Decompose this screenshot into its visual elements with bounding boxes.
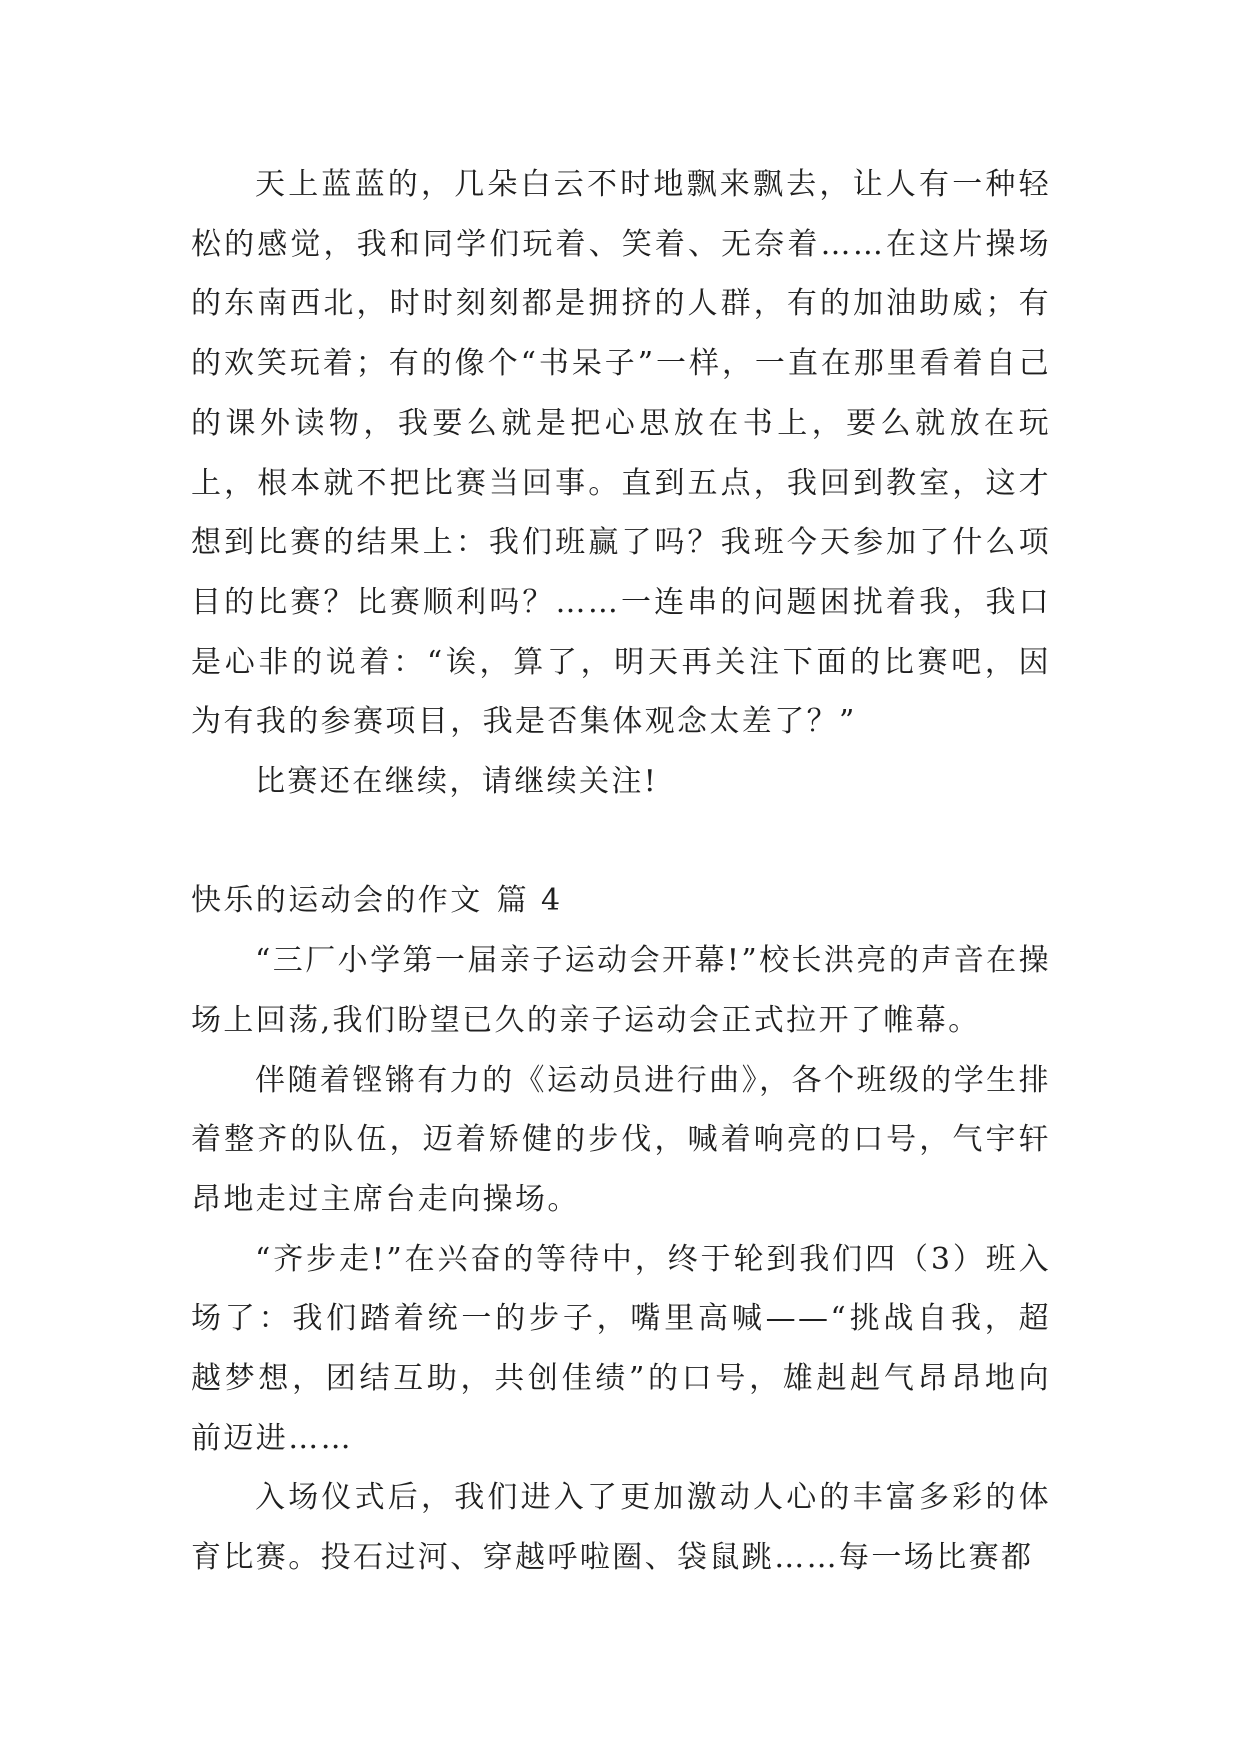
paragraph: “齐步走!”在兴奋的等待中，终于轮到我们四（3）班入场了：我们踏着统一的步子，嘴里高喊——“挑战自我，超越梦想，团结互助，共创佳绩”的口号，雄赳赳气昂昂地向前迈进…… xyxy=(191,1241,1051,1456)
document-body xyxy=(191,155,1051,1588)
paragraph: 入场仪式后，我们进入了更加激动人心的丰富多彩的体育比赛。投石过河、穿越呼啦圈、袋鼠跳……每一场比赛都 xyxy=(191,1480,1051,1576)
section-label: 篇 4 xyxy=(496,883,563,919)
section-heading xyxy=(191,871,1051,931)
section-title: 快乐的运动会的作文 xyxy=(191,883,483,919)
paragraph: 天上蓝蓝的，几朵白云不时地飘来飘去，让人有一种轻松的感觉，我和同学们玩着、笑着、无奈着……在这片操场的东南西北，时时刻刻都是拥挤的人群，有的加油助威；有的欢笑玩着；有的像个“书呆子”一样，一直在那里看着自己的课外读物，我要么就是把心思放在书上，要么就放在玩上，根本就不把比赛当回事。直到五点，我回到教室，这才想到比赛的结果上：我们班赢了吗？我班今天参加了什么项目的比赛？比赛顺利吗？……一连串的问题困扰着我，我口是心非的说着：“诶，算了，明天再关注下面的比赛吧，因为有我的参赛项目，我是否集体观念太差了？” xyxy=(191,167,1051,740)
paragraph: 比赛还在继续，请继续关注! xyxy=(255,764,659,800)
paragraph: “三厂小学第一届亲子运动会开幕!”校长洪亮的声音在操场上回荡,我们盼望已久的亲子运动会正式拉开了帷幕。 xyxy=(191,943,1051,1038)
paragraph: 伴随着铿锵有力的《运动员进行曲》，各个班级的学生排着整齐的队伍，迈着矫健的步伐，喊着响亮的口号，气宇轩昂地走过主席台走向操场。 xyxy=(191,1062,1051,1217)
